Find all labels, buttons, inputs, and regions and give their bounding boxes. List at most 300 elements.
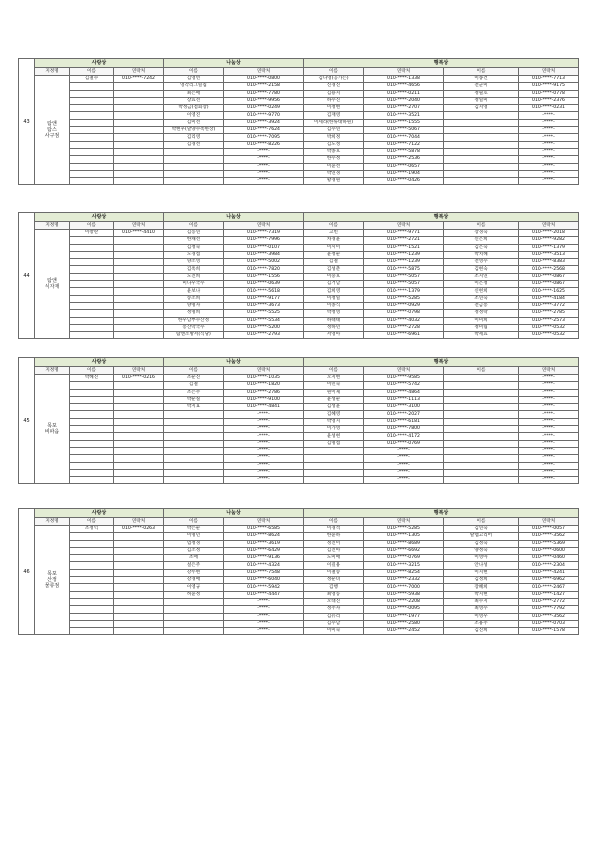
column-name: 이름 xyxy=(164,68,224,76)
haengbok1-phone: 010-****-4172 xyxy=(364,433,444,440)
sarang-phone xyxy=(114,577,164,584)
table-row xyxy=(19,163,579,170)
nanum-name: 송소희 xyxy=(164,295,224,302)
haengbok2-name xyxy=(444,462,519,469)
table-row xyxy=(19,447,579,454)
haengbok1-name: 김유리 xyxy=(304,613,364,620)
nanum-phone: 010-****-7095 xyxy=(224,134,304,141)
nanum-phone: 010-****-3924 xyxy=(224,119,304,126)
haengbok2-phone: 010-****-0231 xyxy=(519,105,579,112)
haengbok1-name: 김진아 xyxy=(304,547,364,554)
haengbok1-phone: -****- xyxy=(364,447,444,454)
haengbok2-phone: 010-****-1379 xyxy=(519,244,579,251)
nanum-name xyxy=(164,156,224,163)
sarang-name xyxy=(70,112,114,119)
haengbok2-phone: 010-****-0057 xyxy=(519,526,579,533)
haengbok2-name: 이종건 xyxy=(444,76,519,83)
column-header-row xyxy=(19,367,579,375)
column-phone: 연락처 xyxy=(519,68,579,76)
category-row xyxy=(19,509,579,518)
haengbok2-phone: -****- xyxy=(519,163,579,170)
nanum-name xyxy=(164,469,224,476)
haengbok2-phone: 010-****-0867 xyxy=(519,273,579,280)
haengbok1-name: 김명섭 xyxy=(304,440,364,447)
category-nanum: 나눔상 xyxy=(164,59,304,68)
haengbok1-phone: 010-****-5285 xyxy=(364,526,444,533)
store-name-line: 탐스 xyxy=(47,127,57,134)
haengbok2-name xyxy=(444,469,519,476)
nanum-phone: -****- xyxy=(224,163,304,170)
haengbok1-phone: 010-****-1977 xyxy=(364,613,444,620)
nanum-name: 김영빈 xyxy=(164,76,224,83)
sarang-name xyxy=(70,411,114,418)
haengbok2-name xyxy=(444,477,519,484)
nanum-name xyxy=(164,440,224,447)
sarang-name xyxy=(70,119,114,126)
table-row xyxy=(19,134,579,141)
haengbok2-phone: 010-****-2573 xyxy=(519,317,579,324)
haengbok2-name: 박세효 xyxy=(444,332,519,339)
haengbok1-name: 황경원 xyxy=(304,178,364,185)
haengbok1-phone: 010-****-3100 xyxy=(364,404,444,411)
table-row xyxy=(19,237,579,244)
haengbok2-name: 김현숙 xyxy=(444,266,519,273)
haengbok2-phone: 010-****-2018 xyxy=(519,230,579,237)
sarang-phone xyxy=(114,119,164,126)
haengbok1-phone: 010-****-5875 xyxy=(364,266,444,273)
haengbok2-name: 최수지 xyxy=(444,598,519,605)
haengbok2-phone: -****- xyxy=(519,440,579,447)
sarang-phone xyxy=(114,440,164,447)
haengbok1-name: 이민숙 xyxy=(304,382,364,389)
haengbok1-phone: 010-****-1379 xyxy=(364,288,444,295)
nanum-phone: -****- xyxy=(224,426,304,433)
sarang-phone xyxy=(114,251,164,258)
table-row xyxy=(19,598,579,605)
haengbok1-name: 원이제 xyxy=(304,389,364,396)
nanum-name: 이영규 xyxy=(164,584,224,591)
nanum-name: 양소영 xyxy=(164,259,224,266)
nanum-phone: -****- xyxy=(224,455,304,462)
haengbok2-phone: 010-****-3772 xyxy=(519,302,579,309)
column-phone: 연락처 xyxy=(224,518,304,526)
haengbok2-phone: -****- xyxy=(519,178,579,185)
haengbok2-name xyxy=(444,389,519,396)
haengbok1-name xyxy=(304,462,364,469)
haengbok2-phone: 010-****-0778 xyxy=(519,90,579,97)
haengbok1-phone: 010-****-2332 xyxy=(364,577,444,584)
haengbok2-name: 탈렙고리어 xyxy=(444,533,519,540)
haengbok1-phone: 010-****-2580 xyxy=(364,620,444,627)
sarang-name xyxy=(70,426,114,433)
column-phone: 연락처 xyxy=(224,68,304,76)
haengbok2-name xyxy=(444,141,519,148)
haengbok1-name: 김수연 xyxy=(304,127,364,134)
column-name: 이름 xyxy=(70,367,114,375)
haengbok2-name: 조지연 xyxy=(444,273,519,280)
haengbok1-phone: 010-****-1338 xyxy=(364,76,444,83)
sarang-phone xyxy=(114,324,164,331)
nanum-name: 김동연 xyxy=(164,230,224,237)
haengbok1-phone: 010-****-2027 xyxy=(364,411,444,418)
sarang-phone xyxy=(114,112,164,119)
haengbok2-name xyxy=(444,418,519,425)
haengbok2-phone: -****- xyxy=(519,404,579,411)
nanum-phone: 010-****-1035 xyxy=(224,375,304,382)
section-number: 44 xyxy=(19,213,35,339)
haengbok1-phone: 010-****-5067 xyxy=(364,127,444,134)
haengbok2-name xyxy=(444,127,519,134)
sarang-phone xyxy=(114,90,164,97)
sarang-name xyxy=(70,433,114,440)
sarang-phone xyxy=(114,178,164,185)
table-row xyxy=(19,90,579,97)
nanum-name: 이영진 xyxy=(164,112,224,119)
sarang-name xyxy=(70,170,114,177)
nanum-name: 박지효 xyxy=(164,404,224,411)
haengbok1-name: 박희정 xyxy=(304,134,364,141)
haengbok2-name xyxy=(444,375,519,382)
nanum-phone: 010-****-4447 xyxy=(224,591,304,598)
haengbok1-name xyxy=(304,455,364,462)
haengbok2-phone: 010-****-2568 xyxy=(519,266,579,273)
sarang-name: 조정익 xyxy=(70,526,114,533)
haengbok1-name: 정진이 xyxy=(304,540,364,547)
category-sarang: 사랑상 xyxy=(35,358,164,367)
nanum-phone: -****- xyxy=(224,620,304,627)
nanum-phone: -****- xyxy=(224,433,304,440)
haengbok1-name: 김혜영 xyxy=(304,411,364,418)
haengbok2-phone: 010-****-3513 xyxy=(519,251,579,258)
sarang-name xyxy=(70,577,114,584)
table-row xyxy=(19,569,579,576)
sarang-name xyxy=(70,237,114,244)
nanum-phone: 010-****-7624 xyxy=(224,127,304,134)
nanum-phone: 010-****-9770 xyxy=(224,112,304,119)
prize-table-46 xyxy=(18,508,579,635)
nanum-phone: -****- xyxy=(224,156,304,163)
haengbok2-phone: 010-****-2772 xyxy=(519,598,579,605)
column-name: 이름 xyxy=(444,68,519,76)
haengbok2-phone: 010-****-0600 xyxy=(519,547,579,554)
nanum-phone: 010-****-0107 xyxy=(224,244,304,251)
table-row xyxy=(19,251,579,258)
column-phone: 연락처 xyxy=(519,367,579,375)
store-name-line: 탐앤 xyxy=(47,278,57,285)
haengbok1-phone: 010-****-1239 xyxy=(364,259,444,266)
section-number: 45 xyxy=(19,358,35,484)
haengbok1-name: 박정영 xyxy=(304,310,364,317)
table-row xyxy=(19,555,579,562)
nanum-phone: 010-****-7820 xyxy=(224,266,304,273)
nanum-name: 김옥희 xyxy=(164,266,224,273)
sarang-phone xyxy=(114,389,164,396)
sarang-name xyxy=(70,389,114,396)
sarang-phone xyxy=(114,83,164,90)
table-row xyxy=(19,426,579,433)
sarang-name xyxy=(70,317,114,324)
sarang-phone xyxy=(114,555,164,562)
sarang-name xyxy=(70,90,114,97)
nanum-name: 박은순 xyxy=(164,526,224,533)
nanum-name: 한채선 xyxy=(164,237,224,244)
table-row xyxy=(19,156,579,163)
haengbok1-name xyxy=(304,469,364,476)
table-row xyxy=(19,433,579,440)
sarang-phone xyxy=(114,628,164,635)
haengbok1-phone: 010-****-7044 xyxy=(364,134,444,141)
sarang-phone xyxy=(114,259,164,266)
table-row xyxy=(19,477,579,484)
sarang-name xyxy=(70,606,114,613)
nanum-phone: 010-****-9136 xyxy=(224,555,304,562)
haengbok1-phone: 010-****-6961 xyxy=(364,332,444,339)
nanum-phone: -****- xyxy=(224,598,304,605)
sarang-phone xyxy=(114,273,164,280)
haengbok1-phone: -****- xyxy=(364,455,444,462)
prize-table-44 xyxy=(18,212,579,339)
haengbok1-phone: 010-****-3215 xyxy=(364,562,444,569)
table-row xyxy=(19,324,579,331)
column-name: 이름 xyxy=(304,518,364,526)
nanum-name: 박현우(달양수촉한상) xyxy=(164,127,224,134)
haengbok2-name xyxy=(444,134,519,141)
haengbok1-name: 이정현 xyxy=(304,105,364,112)
nanum-name: 염정경 xyxy=(164,540,224,547)
category-nanum: 나눔상 xyxy=(164,358,304,367)
haengbok1-name: 윤성순 xyxy=(304,396,364,403)
sarang-name xyxy=(70,440,114,447)
sarang-phone: 010-****-0263 xyxy=(114,526,164,533)
nanum-phone: 010-****-1556 xyxy=(224,273,304,280)
haengbok2-phone: -****- xyxy=(519,447,579,454)
table-row xyxy=(19,119,579,126)
sarang-name xyxy=(70,127,114,134)
sarang-phone xyxy=(114,170,164,177)
haengbok1-name: 이종식 xyxy=(304,302,364,309)
haengbok1-name: 김희영 xyxy=(304,288,364,295)
column-header-row xyxy=(19,222,579,230)
sarang-name: 이창란 xyxy=(70,230,114,237)
category-haengbok: 행복상 xyxy=(304,59,579,68)
nanum-phone: 010-****-4841 xyxy=(224,404,304,411)
sarang-name xyxy=(70,591,114,598)
haengbok2-phone: 010-****-2785 xyxy=(519,310,579,317)
sarang-phone xyxy=(114,562,164,569)
table-row xyxy=(19,620,579,627)
sarang-name xyxy=(70,469,114,476)
haengbok2-name: 전군미 xyxy=(444,83,519,90)
haengbok1-phone: 010-****-2721 xyxy=(364,237,444,244)
haengbok1-phone: 010-****-9771 xyxy=(364,230,444,237)
nanum-phone: 010-****-3984 xyxy=(224,251,304,258)
haengbok1-phone: 010-****-9585 xyxy=(364,375,444,382)
haengbok2-name: 김진희 xyxy=(444,628,519,635)
haengbok2-name xyxy=(444,382,519,389)
haengbok2-phone: 010-****-3562 xyxy=(519,613,579,620)
category-sarang: 사랑상 xyxy=(35,213,164,222)
haengbok1-name: 한윤하 xyxy=(304,533,364,540)
haengbok2-name xyxy=(444,112,519,119)
nanum-phone: -****- xyxy=(224,148,304,155)
nanum-name: 조은주 xyxy=(164,389,224,396)
haengbok2-name: 이은정 xyxy=(444,281,519,288)
sarang-phone xyxy=(114,281,164,288)
table-row xyxy=(19,613,579,620)
haengbok1-name: 김성윤 xyxy=(304,404,364,411)
haengbok2-phone: 010-****-7713 xyxy=(519,76,579,83)
haengbok1-phone: 010-****-0211 xyxy=(364,90,444,97)
category-row xyxy=(19,59,579,68)
nanum-phone: 010-****-5534 xyxy=(224,317,304,324)
store-name-line: 비파읍 xyxy=(44,429,60,436)
haengbok2-name: 이지현 xyxy=(444,569,519,576)
haengbok1-phone: 010-****-4032 xyxy=(364,317,444,324)
haengbok1-name: 이가영 xyxy=(304,426,364,433)
haengbok2-phone: -****- xyxy=(519,455,579,462)
sarang-phone xyxy=(114,237,164,244)
sarang-phone xyxy=(114,569,164,576)
table-row xyxy=(19,526,579,533)
table-row xyxy=(19,317,579,324)
haengbok1-phone: 010-****-0769 xyxy=(364,555,444,562)
nanum-name: 김미선 xyxy=(164,119,224,126)
sarang-name xyxy=(70,620,114,627)
haengbok1-phone: -****- xyxy=(364,477,444,484)
haengbok1-phone: 010-****-0769 xyxy=(364,440,444,447)
sarang-phone xyxy=(114,317,164,324)
haengbok2-name: 양정숙 xyxy=(444,547,519,554)
haengbok2-name: 신은희 xyxy=(444,237,519,244)
table-row xyxy=(19,332,579,339)
sarang-phone xyxy=(114,382,164,389)
sarang-name xyxy=(70,404,114,411)
sarang-name xyxy=(70,555,114,562)
column-name: 이름 xyxy=(444,367,519,375)
nanum-name xyxy=(164,477,224,484)
column-store: 지정명 xyxy=(35,68,70,76)
nanum-phone: 010-****-5002 xyxy=(224,259,304,266)
sarang-phone xyxy=(114,584,164,591)
sarang-name xyxy=(70,447,114,454)
table-row xyxy=(19,540,579,547)
haengbok2-phone: 010-****-0532 xyxy=(519,332,579,339)
sarang-phone xyxy=(114,404,164,411)
haengbok1-phone: 010-****-6181 xyxy=(364,418,444,425)
nanum-phone: 010-****-5942 xyxy=(224,584,304,591)
sarang-name xyxy=(70,105,114,112)
haengbok2-phone: 010-****-0460 xyxy=(519,555,579,562)
haengbok2-phone: 010-****-0532 xyxy=(519,324,579,331)
nanum-phone: 010-****-1820 xyxy=(224,382,304,389)
sarang-phone: 010-****-4410 xyxy=(114,230,164,237)
haengbok1-name: 김용지 xyxy=(304,90,364,97)
sarang-name xyxy=(70,382,114,389)
haengbok1-phone: 010-****-1113 xyxy=(364,396,444,403)
haengbok2-name: 정일미 xyxy=(444,97,519,104)
haengbok2-phone: 010-****-4184 xyxy=(519,295,579,302)
table-row xyxy=(19,584,579,591)
category-nanum: 나눔상 xyxy=(164,509,304,518)
table-row xyxy=(19,310,579,317)
column-phone: 연락처 xyxy=(224,367,304,375)
haengbok1-name: 정순녀 xyxy=(304,577,364,584)
nanum-name xyxy=(164,178,224,185)
haengbok2-phone: 010-****-0703 xyxy=(519,620,579,627)
table-row xyxy=(19,577,579,584)
nanum-name xyxy=(164,613,224,620)
sarang-phone xyxy=(114,426,164,433)
column-store: 지정명 xyxy=(35,222,70,230)
column-header-row xyxy=(19,518,579,526)
haengbok1-name: 최영동 xyxy=(304,591,364,598)
table-row xyxy=(19,105,579,112)
sarang-name xyxy=(70,562,114,569)
store-name-line: 식자재 xyxy=(44,284,60,291)
nanum-phone: -****- xyxy=(224,170,304,177)
nanum-phone: 010-****-7319 xyxy=(224,230,304,237)
nanum-name: 박정금(점회장) xyxy=(164,105,224,112)
table-row xyxy=(19,83,579,90)
haengbok1-name: 고빈 xyxy=(304,230,364,237)
haengbok1-name: 정주자 xyxy=(304,606,364,613)
sarang-phone xyxy=(114,547,164,554)
sarang-phone xyxy=(114,396,164,403)
column-phone: 연락처 xyxy=(114,68,164,76)
haengbok2-phone: -****- xyxy=(519,389,579,396)
nanum-phone: 010-****-6585 xyxy=(224,526,304,533)
store-name xyxy=(35,526,70,635)
nanum-name xyxy=(164,628,224,635)
sarang-name: 박혜진 xyxy=(70,375,114,382)
haengbok2-name: 전금봉 xyxy=(444,302,519,309)
haengbok2-name xyxy=(444,178,519,185)
sarang-name xyxy=(70,455,114,462)
store-name xyxy=(35,375,70,484)
sarang-name xyxy=(70,310,114,317)
haengbok2-name xyxy=(444,119,519,126)
haengbok1-name: 차경윤 xyxy=(304,237,364,244)
haengbok1-name: 정하민 xyxy=(304,324,364,331)
haengbok2-name xyxy=(444,426,519,433)
category-sarang: 사랑상 xyxy=(35,509,164,518)
nanum-phone: 010-****-7780 xyxy=(224,90,304,97)
haengbok1-phone: 010-****-1521 xyxy=(364,244,444,251)
haengbok1-name: 하수진 xyxy=(304,97,364,104)
haengbok1-phone: 010-****-2728 xyxy=(364,324,444,331)
nanum-phone: -****- xyxy=(224,440,304,447)
nanum-name: 장효선 xyxy=(164,97,224,104)
sarang-name xyxy=(70,141,114,148)
table-row xyxy=(19,170,579,177)
haengbok2-phone: -****- xyxy=(519,411,579,418)
nanum-phone: 010-****-2158 xyxy=(224,83,304,90)
store-name-line: 사구점 xyxy=(44,133,60,140)
nanum-name: 탐앤소방서(식당) xyxy=(164,332,224,339)
sarang-phone xyxy=(114,127,164,134)
haengbok1-name: 이시이 xyxy=(304,244,364,251)
table-row xyxy=(19,259,579,266)
table-row xyxy=(19,533,579,540)
column-name: 이름 xyxy=(444,222,519,230)
nanum-phone: 010-****-9177 xyxy=(224,295,304,302)
table-row xyxy=(19,562,579,569)
haengbok1-phone: 010-****-8689 xyxy=(364,540,444,547)
nanum-name: 양명자 xyxy=(164,302,224,309)
column-name: 이름 xyxy=(304,222,364,230)
haengbok2-name: 이영우 xyxy=(444,613,519,620)
haengbok2-name xyxy=(444,411,519,418)
